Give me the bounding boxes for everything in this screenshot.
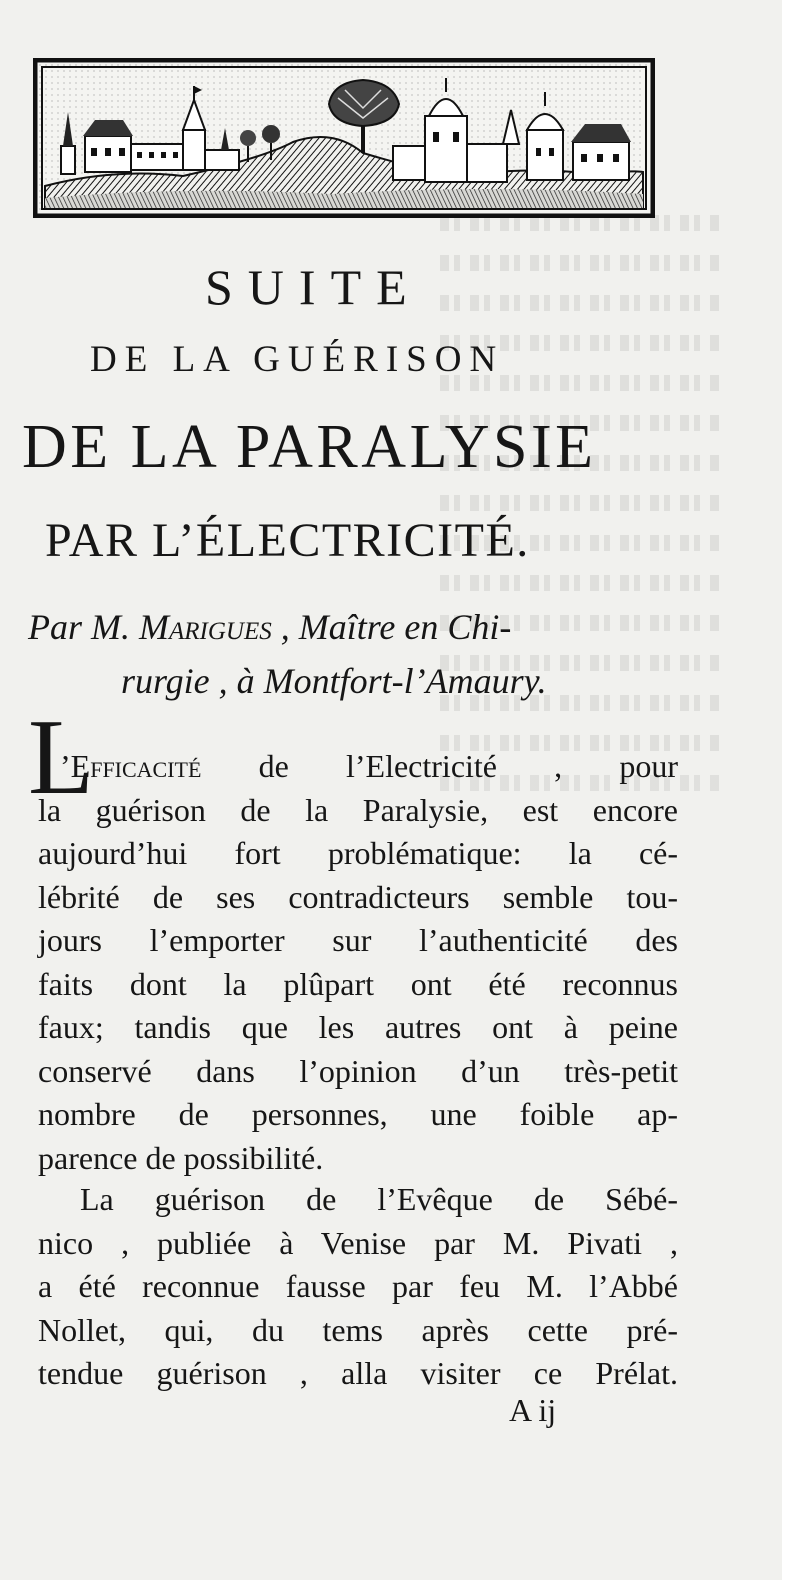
paragraph-1 <box>38 745 678 1180</box>
title-de-la-guerison: DE LA GUÉRISON <box>90 339 505 380</box>
text-line: jours l’emporter sur l’authenticité des <box>38 922 678 958</box>
signature-mark: A ij <box>509 1392 557 1428</box>
text-line: a été reconnue fausse par feu M. l’Abbé <box>38 1268 678 1304</box>
title-paralysie: DE LA PARALYSIE <box>22 413 597 481</box>
text-line: la guérison de la Paralysie, est encore <box>38 791 678 828</box>
page-edge <box>782 0 800 1580</box>
text-line: ’Efficacité de l’Electricité , pour <box>60 748 678 784</box>
text-line: La guérison de l’Evêque de Sébé- <box>80 1181 678 1217</box>
text-line: Nollet, qui, du tems après cette pré- <box>38 1311 678 1348</box>
text-line: lébrité de ses contradicteurs semble tou- <box>38 878 678 915</box>
byline-location: rurgie , à Montfort-l’Amaury. <box>121 661 547 701</box>
text-line: aujourd’hui fort problématique: la cé- <box>38 835 678 871</box>
title-suite: SUITE <box>205 259 422 315</box>
landscape-vignette-illustration <box>33 58 655 218</box>
text-line: parence de possibilité. <box>38 1139 324 1176</box>
byline-title: , Maître en Chi- <box>271 607 512 647</box>
text-line: tendue guérison , alla visiter ce Prélat. <box>38 1355 678 1391</box>
author-name: Marigues <box>139 607 272 647</box>
author-byline <box>28 600 688 708</box>
woodcut-headpiece <box>33 58 655 218</box>
byline-par: Par M. <box>28 607 139 647</box>
text-line: nico , publiée à Venise par M. Pivati , <box>38 1224 678 1261</box>
paragraph-2 <box>38 1178 678 1396</box>
text-line: conservé dans l’opinion d’un très-petit <box>38 1052 678 1089</box>
first-word-small-caps: ’Efficacité <box>60 748 202 784</box>
text-line: nombre de personnes, une foible ap- <box>38 1096 678 1132</box>
drop-cap: L <box>28 698 94 817</box>
text-line: faits dont la plûpart ont été reconnus <box>38 965 678 1002</box>
title-electricite: PAR L’ÉLECTRICITÉ. <box>45 514 530 567</box>
text-line: faux; tandis que les autres ont à peine <box>38 1009 678 1045</box>
